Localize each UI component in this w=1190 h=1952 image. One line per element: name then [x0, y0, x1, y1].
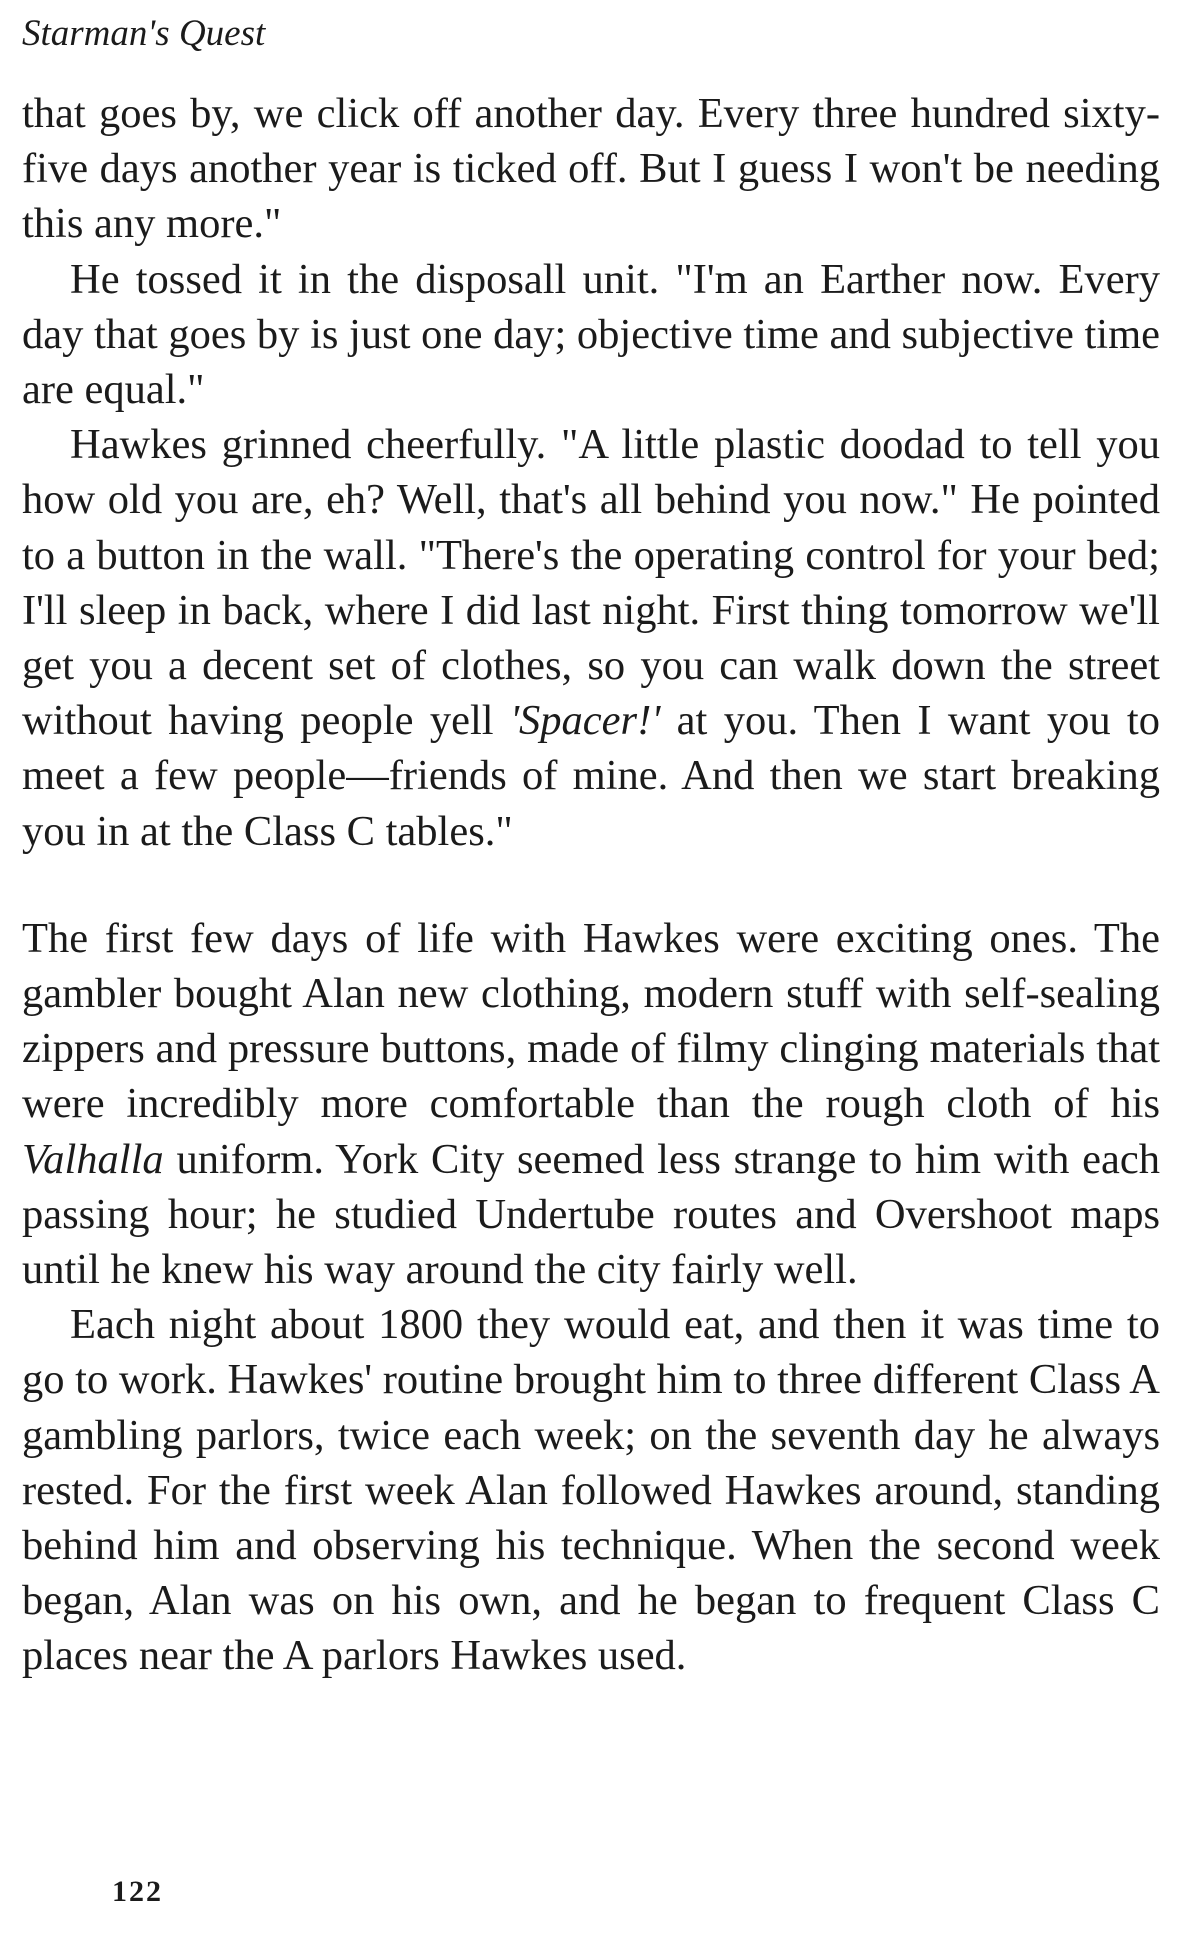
text-run: Hawkes grinned cheerfully. "A little plastic doodad to tell you how old you are, eh? Well, that's all behind you now." He pointed to a button in the wall. "There's the operating control for your bed; I'll sleep in back, where I did last night. First thing tomorrow we'll get you a decent set of clothes, so you can walk down the street without having people yell [22, 421, 1160, 745]
text-run: uniform. York City seemed less strange to him with each passing hour; he studied Undertube routes and Overshoot maps until he knew his way around the city fairly well. [22, 1135, 1160, 1294]
paragraph [22, 1297, 1160, 1683]
paragraph [22, 911, 1160, 1297]
page-number: 122 [112, 1875, 163, 1908]
paragraph [22, 252, 1160, 418]
paragraph [22, 86, 1160, 252]
italic-text: 'Spacer!' [509, 697, 661, 745]
section-break [22, 859, 1160, 911]
text-run: Each night about 1800 they would eat, and then it was time to go to work. Hawkes' routine brought him to three different Class A gambling parlors, twice each week; on the seventh day he always rested. For the first week Alan followed Hawkes around, standing behind him and observing his technique. When the second week began, Alan was on his own, and he began to frequent Class C places near the A parlors Hawkes used. [22, 1301, 1160, 1680]
text-run: The first few days of life with Hawkes were exciting ones. The gambler bought Alan new clothing, modern stuff with self-sealing zippers and pressure buttons, made of filmy clinging materials that were incredibly more comfortable than the rough cloth of his [22, 914, 1160, 1128]
running-head: Starman's Quest [22, 13, 266, 54]
paragraph [22, 417, 1160, 859]
text-run: that goes by, we click off another day. Every three hundred sixty-five days another year is ticked off. But I guess I won't be needing this any more." [22, 90, 1160, 248]
italic-text: Valhalla [22, 1135, 164, 1183]
text-run: at you. Then I want you to meet a few people—friends of mine. And then we start breaking you in at the Class C tables." [22, 697, 1160, 855]
text-run: He tossed it in the disposall unit. "I'm an Earther now. Every day that goes by is just one day; objective time and subjective time are equal." [22, 255, 1160, 414]
body-text [22, 86, 1160, 1684]
